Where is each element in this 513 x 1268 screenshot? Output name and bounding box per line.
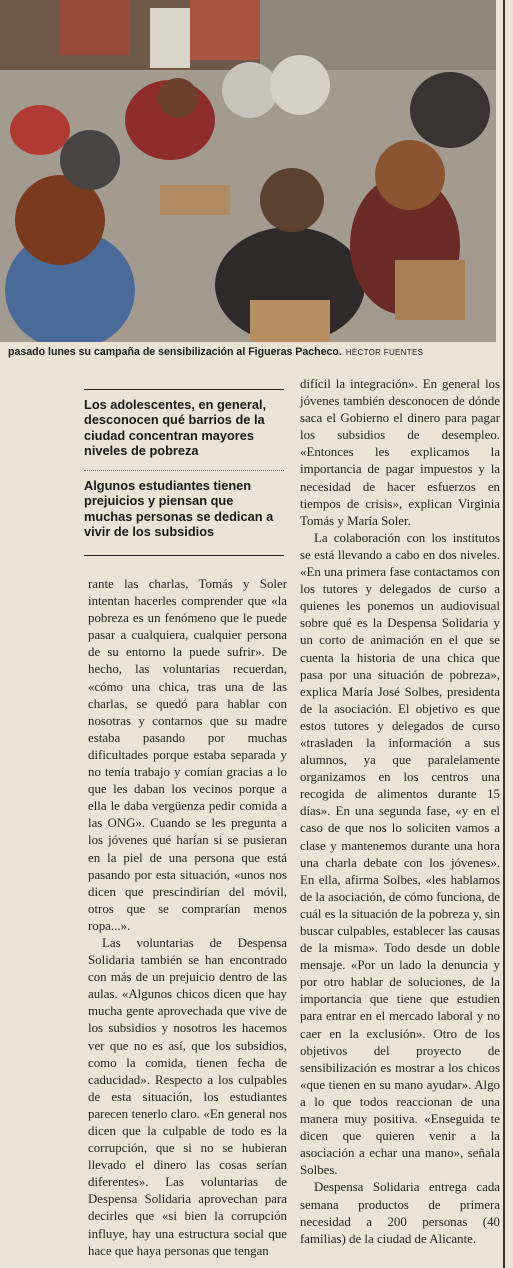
photo-caption bbox=[8, 346, 498, 358]
photo-illustration bbox=[0, 0, 496, 342]
caption-text: pasado lunes su campaña de sensibilización al Figueras Pacheco. bbox=[8, 346, 342, 358]
paragraph: Despensa Solidaria entrega cada semana productos de primera necesidad a 200 personas (40 familias) de la ciudad de Alicante. bbox=[300, 1180, 500, 1246]
photo-credit: HÉCTOR FUENTES bbox=[345, 348, 424, 357]
pull-quote-divider bbox=[84, 470, 284, 471]
pull-quote-rule bbox=[84, 389, 284, 390]
paragraph: rante las charlas, Tomás y Soler intentan hacerles comprender que «la pobreza es un fenómeno que le puede pasar a cualquiera, cualquier persona de su entorno la puede sufrir». De hecho, las voluntarias recuerdan, «cómo una chica, tras una de las charlas, se quedó para hablar con nosotras y contarnos que su madre estaba pasando por muchas dificultades porque estaba separada y no tenía trabajo y comían gracias a lo que les daban los vecinos porque a ella le daba vergüenza pedir comida a las ONG». Cuando se les pregunta a los jóvenes qué harían si se pusieran en la piel de una persona que está pasando por esta situación, «unos nos dicen que prescindirían del móvil, otros que se comprarían menos ropa...». bbox=[88, 577, 287, 933]
paragraph: Las voluntarias de Despensa Solidaria también se han encontrado con más de un prejuicio dentro de las aulas. «Algunos chicos dicen que hay mucha gente aprovechada que vive de los subsidios y nosotros les hacemos ver que no es así, que los subsidios, como la comida, tienen fecha de caducidad». Respecto a los culpables de esta situación, los estudiantes parecen tenerlo claro. «En general nos dicen que la culpable de todo es la corrupción, que si no se hubieran llevado el dinero las cosas serían diferentes». Las voluntarias de Despensa Solidaria aprovechan para decirles que «si bien la corrupción influye, hay una estructura social que hace que haya personas que tengan bbox=[88, 935, 287, 1258]
page-fold-edge bbox=[503, 0, 505, 1268]
right-column bbox=[300, 376, 500, 1248]
paragraph: La colaboración con los institutos se está llevando a cabo en dos niveles. «En una primera fase contactamos con los tutores y delegados de curso a quienes les ponemos un audiovisual sobre qué es la Despensa Solidaria y un corto de animación en el que se cuenta la historia de una chica que pasa por una situación de pobreza», explica María José Solbes, presidenta de la asociación. El objetivo es que estos tutores y delegados de curso «trasladen la información a sus alumnos, ya que paralelamente organizamos en los centros una recogida de alimentos durante 15 días». En una segunda fase, «y en el caso de que nos lo soliciten vamos a clase y mantenemos durante una hora una charla debate con los jóvenes». En ella, afirma Solbes, «les hablamos de la asociación, de cómo funciona, de cuál es la situación de la pobreza y, sin buscar culpables, establecer las causas de la misma». Todo desde un doble mensaje. «Por un lado la denuncia y por otro hablar de soluciones, de la importancia que tiene que estudien para entrar en el mercado laboral y no caer en la exclusión». Otro de los objetivos del proyecto de sensibilización es mostrar a los chicos «que tienen en su mano ayudar». Algo a lo que todos reaccionan de una manera muy positiva. «Enseguida te dicen que quieren venir a la asociación a echar una mano», señala Solbes. bbox=[300, 530, 500, 1178]
left-column bbox=[88, 576, 287, 1260]
pull-quote-rule bbox=[84, 555, 284, 556]
classroom-photo bbox=[0, 0, 496, 342]
paragraph: difícil la integración». En general los jóvenes también desconocen de dónde saca el Gobierno el dinero para pagar los subsidios de desempleo. «Entonces les explicamos la importancia de pagar impuestos y la necesidad de hacer esfuerzos en tiempos de crisis», explican Virginia Tomás y María Soler. bbox=[300, 377, 500, 528]
pull-quote-1: Los adolescentes, en general, desconocen qué barrios de la ciudad concentran mayores niveles de pobreza bbox=[84, 397, 267, 459]
pull-quote-2: Algunos estudiantes tienen prejuicios y piensan que muchas personas se dedican a vivir de los subsidios bbox=[84, 478, 274, 540]
